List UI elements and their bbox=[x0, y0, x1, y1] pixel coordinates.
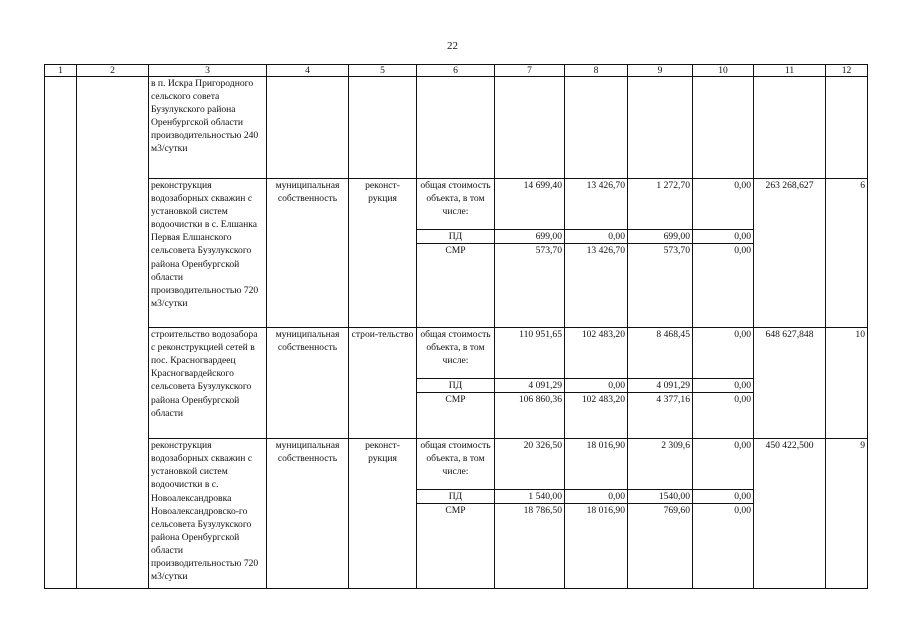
investment-table bbox=[44, 64, 868, 589]
value-cell: 0,00 bbox=[693, 439, 754, 490]
value-cell: 0,00 bbox=[693, 328, 754, 379]
empty-cell bbox=[417, 77, 495, 179]
value-cell: 4 091,29 bbox=[628, 379, 693, 393]
column-header: 8 bbox=[565, 65, 628, 77]
object-name: реконструкция водозаборных скважин с установкой систем водоочистки в с. Новоалександровка Новоалександровско-го сельсовета Бузулукского района Оренбургской области производительностью 720 м3/сутки bbox=[149, 439, 267, 589]
smr-label: СМР bbox=[417, 244, 495, 328]
column-header: 5 bbox=[349, 65, 417, 77]
value-cell: 13 426,70 bbox=[565, 244, 628, 328]
value-cell: 0,00 bbox=[565, 490, 628, 504]
table-row-total bbox=[45, 328, 868, 379]
table-row-continuation bbox=[45, 77, 868, 179]
value-cell: 18 016,90 bbox=[565, 504, 628, 589]
value-cell: 699,00 bbox=[628, 230, 693, 244]
value-cell: 20 326,50 bbox=[495, 439, 565, 490]
value-cell: 2 309,6 bbox=[628, 439, 693, 490]
value-cell: 0,00 bbox=[693, 379, 754, 393]
value-cell: 8 468,45 bbox=[628, 328, 693, 379]
column-header: 2 bbox=[77, 65, 149, 77]
smr-label: СМР bbox=[417, 393, 495, 439]
value-cell: 573,70 bbox=[495, 244, 565, 328]
column-header: 4 bbox=[267, 65, 349, 77]
col12-value: 6 bbox=[826, 179, 868, 328]
value-cell: 4 091,29 bbox=[495, 379, 565, 393]
value-cell: 0,00 bbox=[565, 230, 628, 244]
value-cell: 769,60 bbox=[628, 504, 693, 589]
value-cell: 0,00 bbox=[693, 179, 754, 230]
value-cell: 106 860,36 bbox=[495, 393, 565, 439]
value-cell: 0,00 bbox=[693, 490, 754, 504]
work-type: реконст-рукция bbox=[349, 439, 417, 589]
column-header: 7 bbox=[495, 65, 565, 77]
cost-label: общая стоимость объекта, в том числе: bbox=[417, 179, 495, 230]
col12-value: 9 bbox=[826, 439, 868, 589]
col11-value: 450 422,500 bbox=[754, 439, 826, 589]
value-cell: 1540,00 bbox=[628, 490, 693, 504]
value-cell: 0,00 bbox=[693, 504, 754, 589]
value-cell: 0,00 bbox=[693, 393, 754, 439]
pd-label: ПД bbox=[417, 230, 495, 244]
empty-cell bbox=[349, 77, 417, 179]
value-cell: 0,00 bbox=[693, 230, 754, 244]
column-number-row bbox=[45, 65, 868, 77]
ownership: муниципальная собственность bbox=[267, 439, 349, 589]
column-header: 11 bbox=[754, 65, 826, 77]
column-header: 12 bbox=[826, 65, 868, 77]
object-name: строительство водозабора с реконструкцией сетей в пос. Красногвардеец Красногвардейского сельсовета Бузулукского района Оренбургской области bbox=[149, 328, 267, 439]
column-header: 10 bbox=[693, 65, 754, 77]
empty-cell bbox=[754, 77, 826, 179]
col1-cell bbox=[45, 77, 77, 589]
table-row-total bbox=[45, 179, 868, 230]
table-row-total bbox=[45, 439, 868, 490]
value-cell: 1 272,70 bbox=[628, 179, 693, 230]
work-type: строи-тельство bbox=[349, 328, 417, 439]
object-name: в п. Искра Пригородного сельского совета Бузулукского района Оренбургской области производительностью 240 м3/сутки bbox=[149, 77, 267, 179]
empty-cell bbox=[267, 77, 349, 179]
pd-label: ПД bbox=[417, 379, 495, 393]
empty-cell bbox=[826, 77, 868, 179]
col11-value: 648 627,848 bbox=[754, 328, 826, 439]
column-header: 3 bbox=[149, 65, 267, 77]
empty-cell bbox=[693, 77, 754, 179]
value-cell: 102 483,20 bbox=[565, 393, 628, 439]
column-header: 9 bbox=[628, 65, 693, 77]
cost-label: общая стоимость объекта, в том числе: bbox=[417, 439, 495, 490]
smr-label: СМР bbox=[417, 504, 495, 589]
col11-value: 263 268,627 bbox=[754, 179, 826, 328]
object-name: реконструкция водозаборных скважин с установкой систем водоочистки в с. Елшанка Первая Елшанского сельсовета Бузулукского района Оренбургской области производительностью 720 м3/сутки bbox=[149, 179, 267, 328]
value-cell: 4 377,16 bbox=[628, 393, 693, 439]
empty-cell bbox=[628, 77, 693, 179]
empty-cell bbox=[495, 77, 565, 179]
column-header: 1 bbox=[45, 65, 77, 77]
value-cell: 699,00 bbox=[495, 230, 565, 244]
work-type: реконст-рукция bbox=[349, 179, 417, 328]
cost-label: общая стоимость объекта, в том числе: bbox=[417, 328, 495, 379]
value-cell: 13 426,70 bbox=[565, 179, 628, 230]
value-cell: 0,00 bbox=[693, 244, 754, 328]
value-cell: 18 016,90 bbox=[565, 439, 628, 490]
value-cell: 0,00 bbox=[565, 379, 628, 393]
col2-cell bbox=[77, 77, 149, 589]
value-cell: 573,70 bbox=[628, 244, 693, 328]
value-cell: 18 786,50 bbox=[495, 504, 565, 589]
value-cell: 14 699,40 bbox=[495, 179, 565, 230]
ownership: муниципальная собственность bbox=[267, 328, 349, 439]
value-cell: 1 540,00 bbox=[495, 490, 565, 504]
ownership: муниципальная собственность bbox=[267, 179, 349, 328]
col12-value: 10 bbox=[826, 328, 868, 439]
empty-cell bbox=[565, 77, 628, 179]
page-number: 22 bbox=[447, 40, 458, 52]
pd-label: ПД bbox=[417, 490, 495, 504]
column-header: 6 bbox=[417, 65, 495, 77]
value-cell: 110 951,65 bbox=[495, 328, 565, 379]
value-cell: 102 483,20 bbox=[565, 328, 628, 379]
